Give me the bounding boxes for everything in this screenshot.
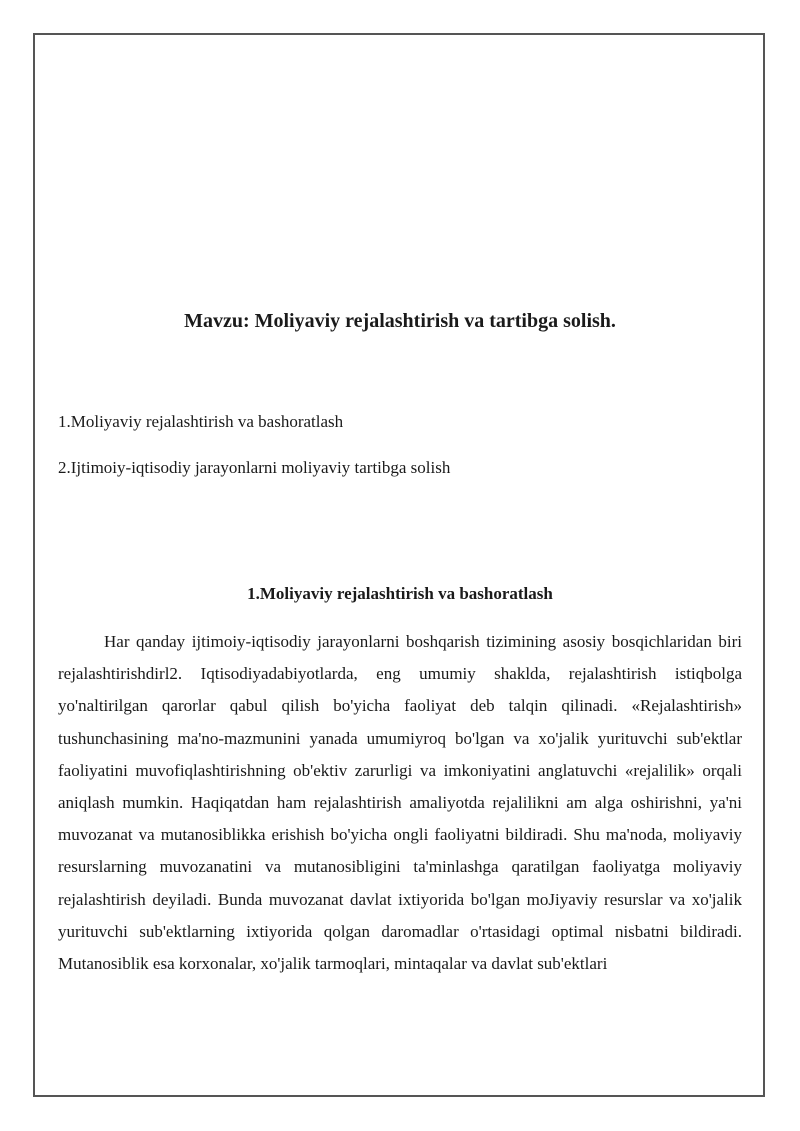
toc-item: 1.Moliyaviy rejalashtirish va bashoratlash bbox=[58, 412, 344, 431]
section-heading: 1.Moliyaviy rejalashtirish va bashoratlash bbox=[247, 584, 553, 603]
toc-item: 2.Ijtimoiy-iqtisodiy jarayonlarni moliyaviy tartibga solish bbox=[58, 458, 451, 477]
body-paragraph: Har qanday ijtimoiy-iqtisodiy jarayonlarni boshqarish tizimining asosiy bosqichlaridan biri rejalashtirishdirl2. Iqtisodiyadabiyotlarda, eng umumiy shaklda, rejalashtirish istiqbolga yo'naltirilgan qarorlar qabul qilish bo'yicha faoliyat deb talqin qilinadi. «Rejalashtirish» tushunchasining ma'no-mazmunini yanada umumiyroq bo'lgan va xo'jalik yurituvchi sub'ektlar faoliyatini muvofiqlashtirishning ob'ektiv zarurligi va imkoniyatini anglatuvchi «rejalilik» orqali aniqlash mumkin. Haqiqatdan ham rejalashtirish amaliyotda rejalilikni am alga oshirishni, ya'ni muvozanat va mutanosiblikka erishish bo'yicha ongli faoliyatni bildiradi. Shu ma'noda, moliyaviy resurslarning muvozanatini va mutanosibligini ta'minlashga qaratilgan faoliyatga moliyaviy rejalashtirish deyiladi. Bunda muvozanat davlat ixtiyorida bo'lgan moJiyaviy resurslar va xo'jalik yurituvchi sub'ektlarning ixtiyorida qolgan daromadlar o'rtasidagi optimal nisbatni bildiradi. Mutanosiblik esa korxonalar, xo'jalik tarmoqlari, mintaqalar va davlat sub'ektlari bbox=[58, 632, 742, 974]
table-of-contents bbox=[58, 410, 748, 502]
document-title: Mavzu: Moliyaviy rejalashtirish va tartibga solish. bbox=[184, 310, 616, 332]
